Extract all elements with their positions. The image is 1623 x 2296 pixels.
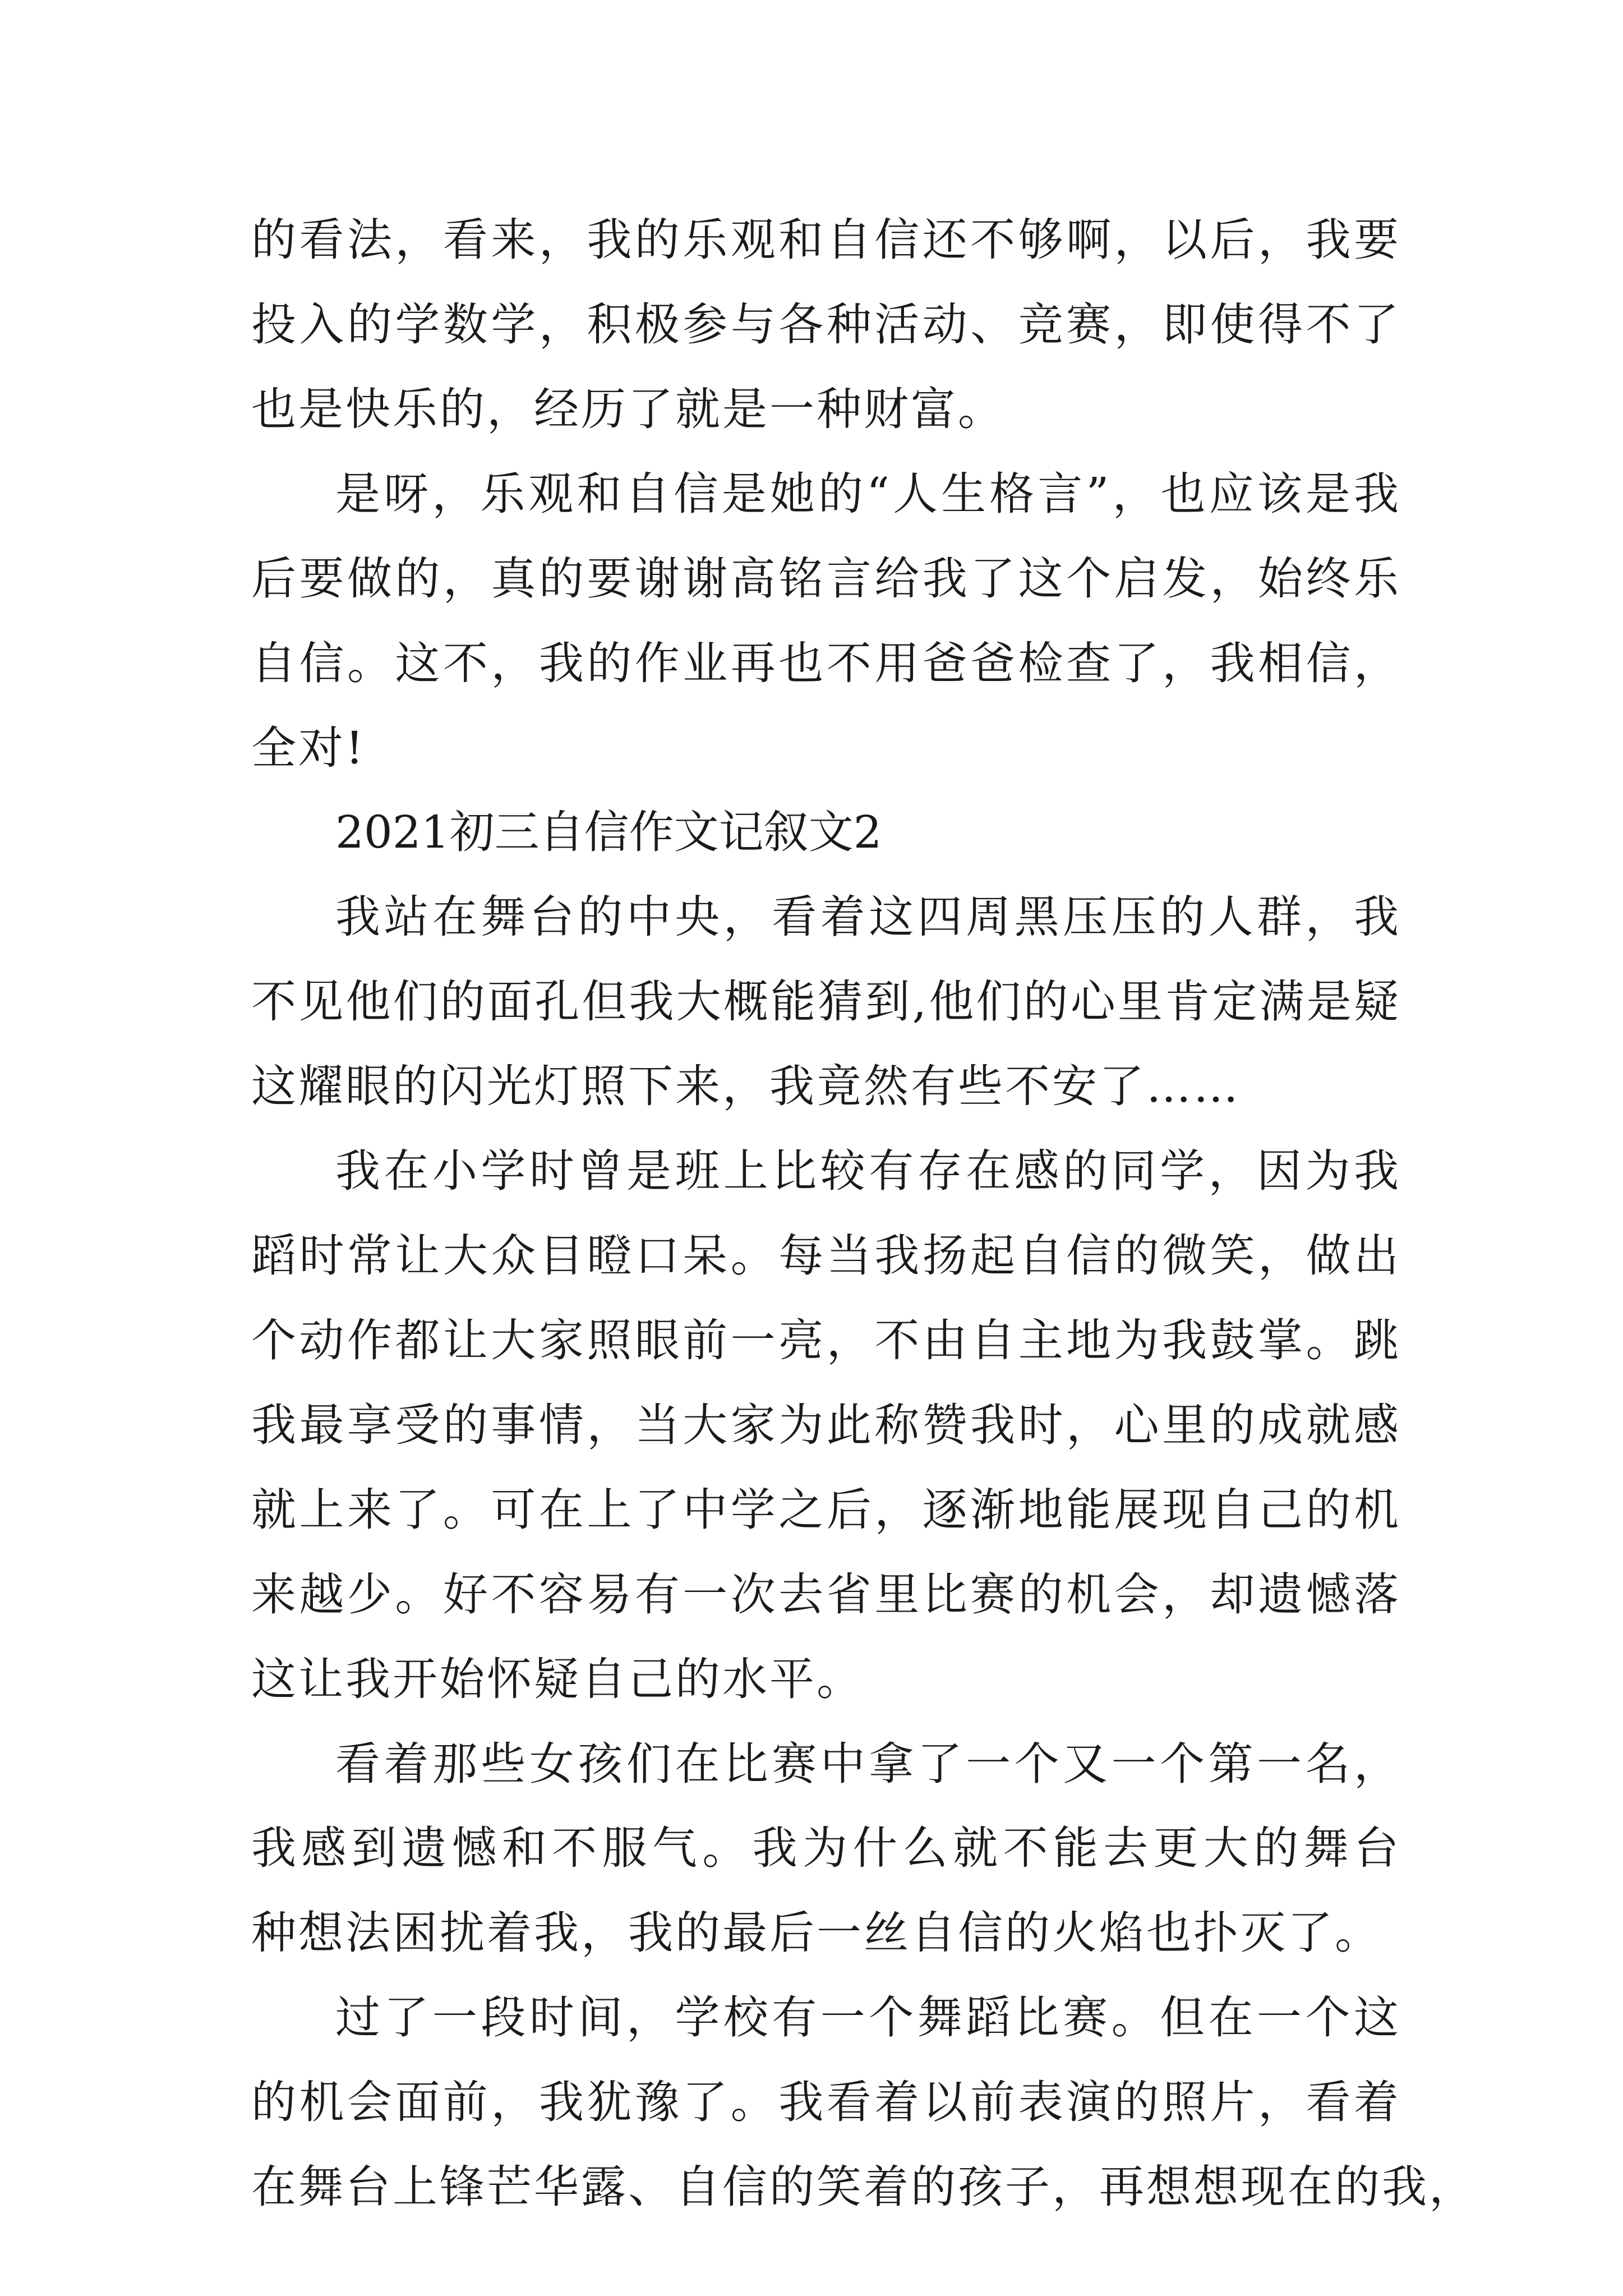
text-line: 蹈时常让大众目瞪口呆。每当我扬起自信的微笑，做出 (251, 1230, 1401, 1282)
text-line: 就上来了。可在上了中学之后，逐渐地能展现自己的机 (251, 1484, 1401, 1536)
text-line: 种想法困扰着我，我的最后一丝自信的火焰也扑灭了。 (251, 1907, 1382, 1959)
text-line: 我在小学时曾是班上比较有存在感的同学，因为我 (335, 1145, 1401, 1197)
text-line: 也是快乐的，经历了就是一种财富。 (251, 383, 1005, 435)
text-line: 的看法，看来，我的乐观和自信还不够啊，以后，我要 (251, 214, 1401, 266)
text-line: 是呀，乐观和自信是她的“人生格言”，也应该是我 (335, 468, 1401, 520)
text-line: 后要做的，真的要谢谢高铭言给我了这个启发，始终乐 (251, 553, 1401, 605)
text-line: 我站在舞台的中央，看着这四周黑压压的人群，我 (335, 891, 1401, 943)
text-line: 我感到遗憾和不服气。我为什么就不能去更大的舞台 (251, 1822, 1401, 1874)
text-line: 这耀眼的闪光灯照下来，我竟然有些不安了…… (251, 1060, 1241, 1112)
text-line: 来越少。好不容易有一次去省里比赛的机会，却遗憾落 (251, 1568, 1401, 1621)
text-line: 投入的学数学，积极参与各种活动、竞赛，即使得不了 (251, 298, 1401, 351)
text-line: 个动作都让大家照眼前一亮，不由自主地为我鼓掌。跳 (251, 1314, 1401, 1366)
text-line: 全对! (251, 722, 366, 774)
text-line: 过了一段时间，学校有一个舞蹈比赛。但在一个这 (335, 1991, 1401, 2044)
text-line: 这让我开始怀疑自己的水平。 (251, 1653, 864, 1705)
section-heading: 2021初三自信作文记叙文2 (335, 806, 882, 858)
text-line: 的机会面前，我犹豫了。我看着以前表演的照片，看着 (251, 2076, 1401, 2128)
text-line: 自信。这不，我的作业再也不用爸爸检查了，我相信， (251, 637, 1401, 689)
text-line: 看着那些女孩们在比赛中拿了一个又一个第一名， (335, 1738, 1401, 1790)
text-line: 我最享受的事情，当大家为此称赞我时，心里的成就感 (251, 1399, 1401, 1451)
text-line: 不见他们的面孔但我大概能猜到,他们的心里肯定满是疑 (251, 976, 1401, 1028)
text-line: 在舞台上锋芒华露、自信的笑着的孩子，再想想现在的我， (251, 2161, 1476, 2213)
